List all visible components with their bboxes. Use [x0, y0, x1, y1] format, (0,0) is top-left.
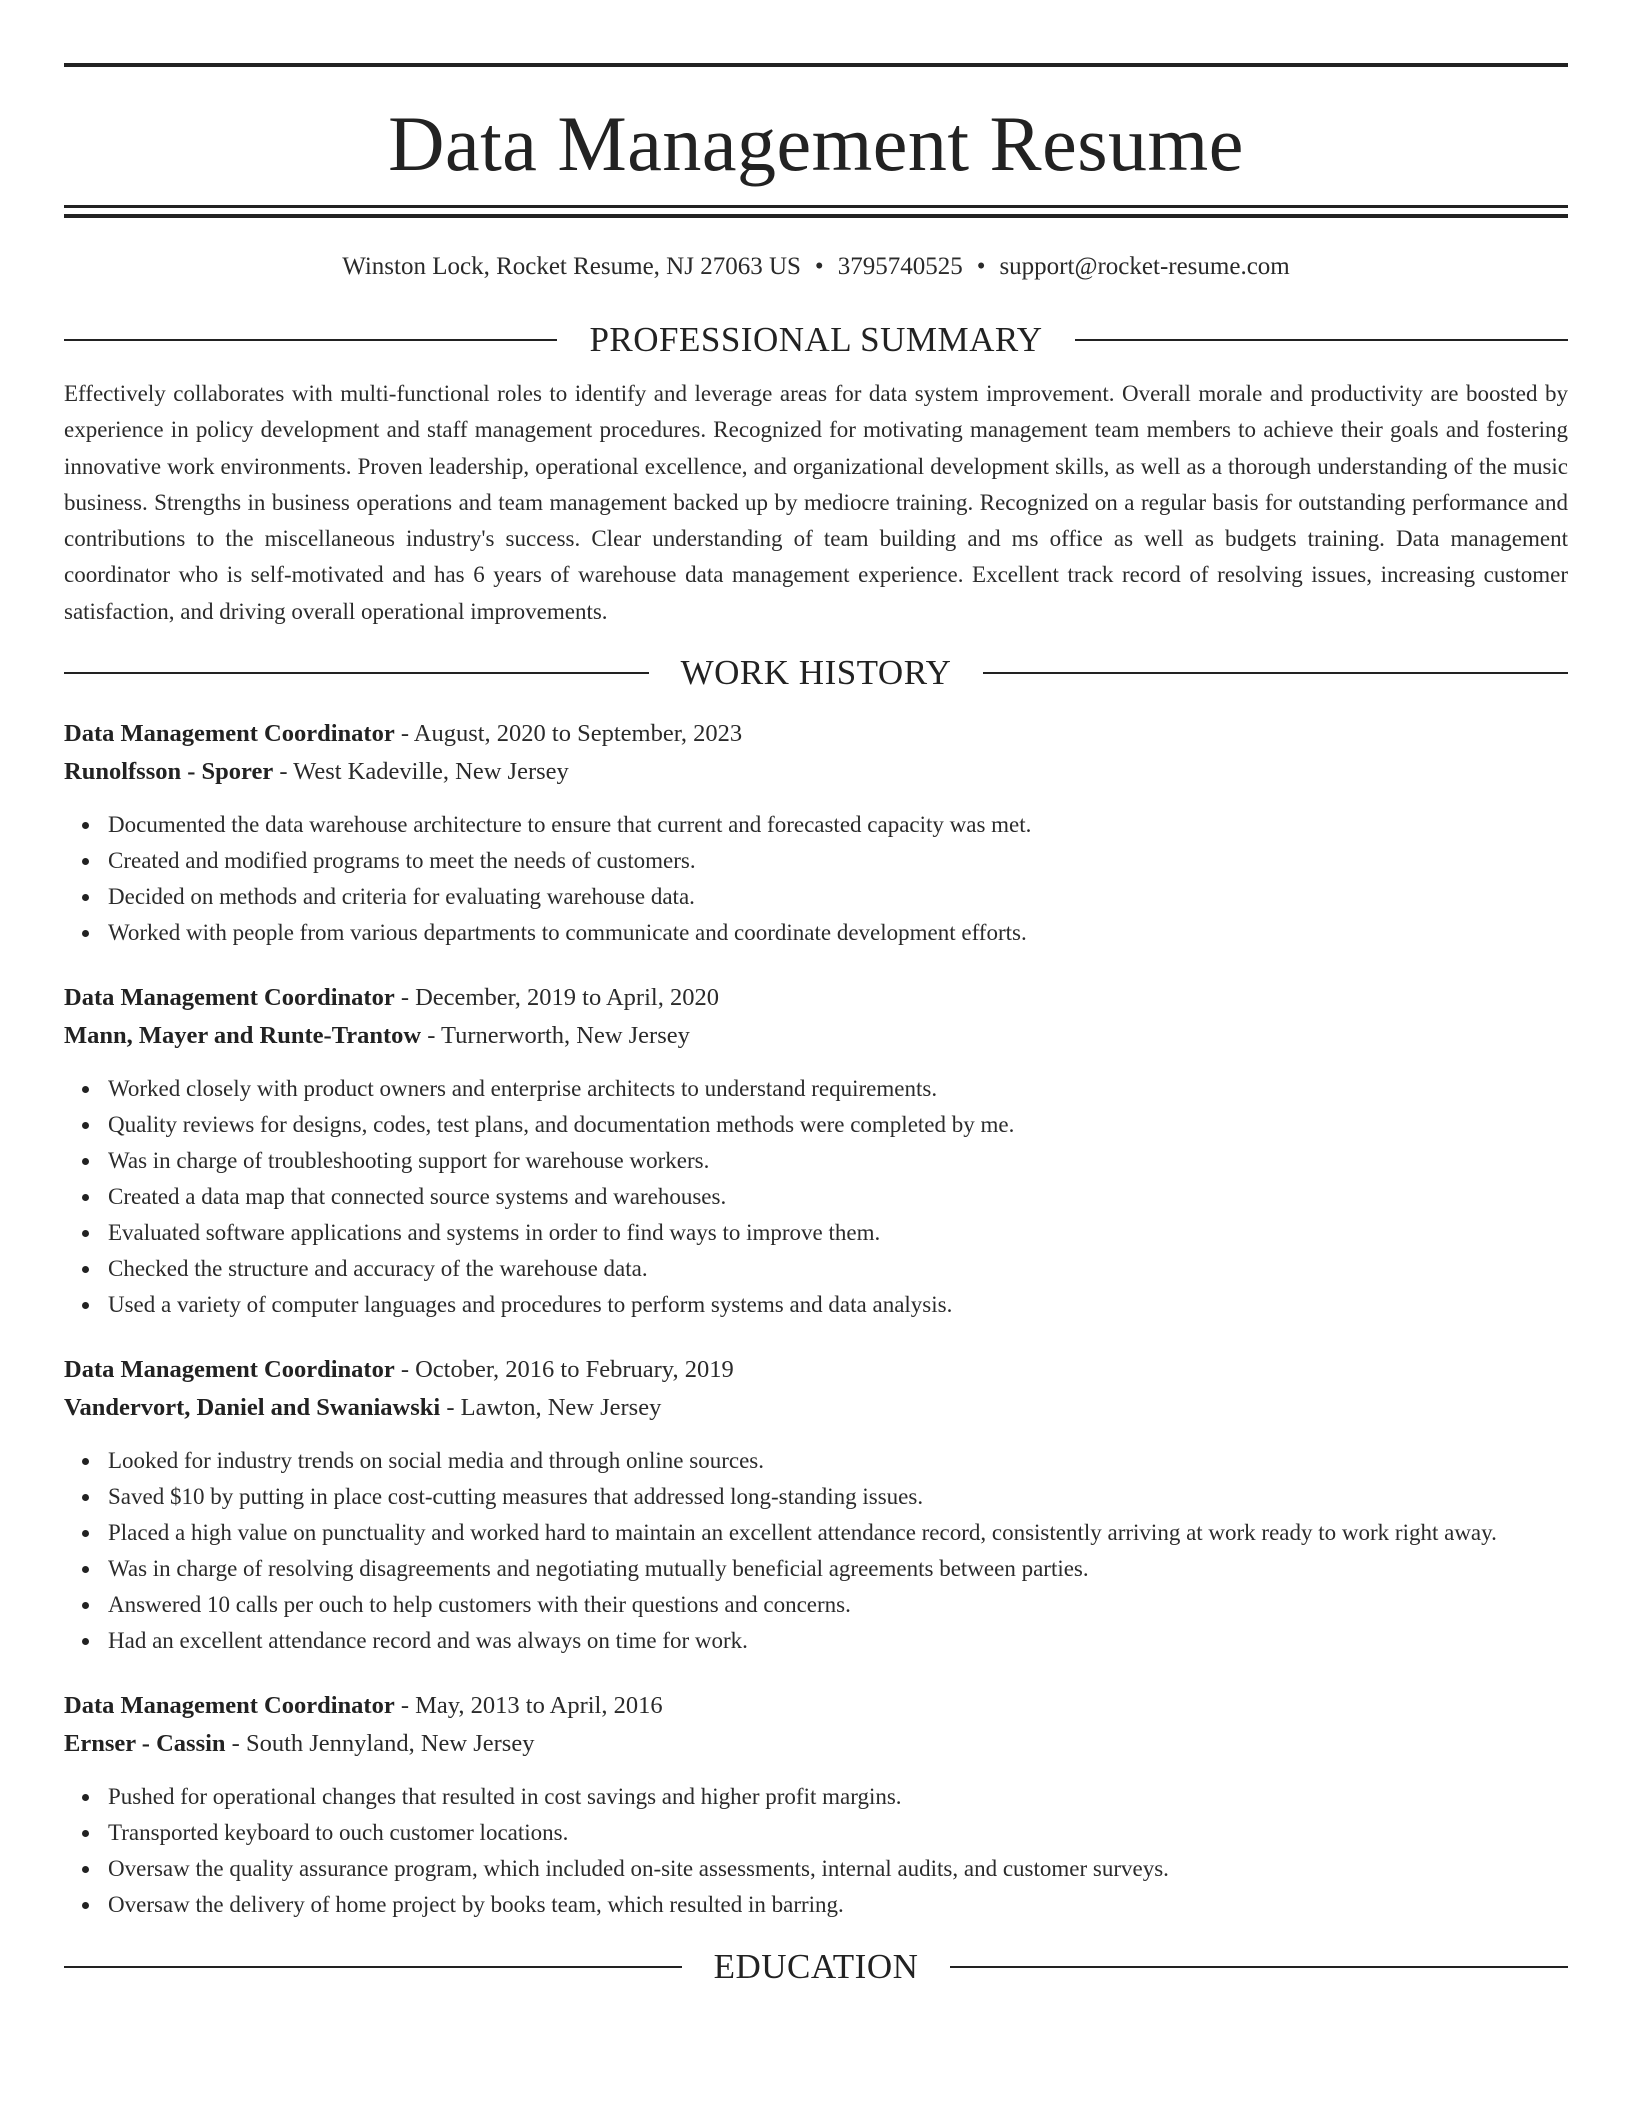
job-location: - South Jennyland, New Jersey: [225, 1730, 535, 1758]
job-title-line: [64, 715, 1568, 753]
heading-rule-left: [64, 1966, 682, 1968]
job-bullet: Looked for industry trends on social media and through online sources.: [108, 1443, 1568, 1479]
job-entry: [64, 1351, 1568, 1659]
job-location: - West Kadeville, New Jersey: [273, 758, 569, 786]
top-rule: [64, 63, 1568, 67]
job-bullet-list: [64, 807, 1568, 951]
job-company-line: [64, 753, 1568, 791]
job-location: - Lawton, New Jersey: [440, 1394, 662, 1422]
job-entry: [64, 1687, 1568, 1923]
heading-rule-left: [64, 339, 557, 341]
job-bullet: Had an excellent attendance record and was always on time for work.: [108, 1623, 1568, 1659]
contact-email: support@rocket-resume.com: [999, 253, 1290, 280]
section-heading-label: WORK HISTORY: [680, 653, 952, 693]
job-bullet-list: [64, 1443, 1568, 1659]
page-title: Data Management Resume: [388, 100, 1244, 187]
job-dates: - December, 2019 to April, 2020: [394, 984, 719, 1012]
job-bullet: Used a variety of computer languages and procedures to perform systems and data analysis.: [108, 1287, 1568, 1323]
job-bullet: Checked the structure and accuracy of the warehouse data.: [108, 1251, 1568, 1287]
contact-line: [64, 252, 1568, 282]
job-entry: [64, 715, 1568, 951]
heading-rule-right: [950, 1966, 1568, 1968]
job-bullet: Placed a high value on punctuality and worked hard to maintain an excellent attendance record, consistently arriving at work ready to work right away.: [108, 1515, 1568, 1551]
job-bullet: Oversaw the quality assurance program, which included on-site assessments, internal audits, and customer surveys.: [108, 1851, 1568, 1887]
contact-phone: 3795740525: [837, 253, 963, 280]
job-title: Data Management Coordinator: [64, 720, 395, 748]
contact-separator: •: [976, 253, 986, 280]
job-title-line: [64, 1687, 1568, 1725]
job-bullet: Was in charge of troubleshooting support for warehouse workers.: [108, 1143, 1568, 1179]
job-bullet: Created and modified programs to meet the needs of customers.: [108, 843, 1568, 879]
job-bullet-list: [64, 1779, 1568, 1923]
section-heading-label: EDUCATION: [713, 1947, 919, 1987]
job-title-line: [64, 979, 1568, 1017]
job-company-line: [64, 1389, 1568, 1427]
job-location: - Turnerworth, New Jersey: [421, 1022, 690, 1050]
heading-rule-left: [64, 672, 649, 674]
job-company: Mann, Mayer and Runte-Trantow: [64, 1022, 422, 1050]
job-bullet: Saved $10 by putting in place cost-cutting measures that addressed long-standing issues.: [108, 1479, 1568, 1515]
job-title: Data Management Coordinator: [64, 984, 395, 1012]
job-title: Data Management Coordinator: [64, 1692, 395, 1720]
job-dates: - May, 2013 to April, 2016: [394, 1692, 663, 1720]
job-bullet: Documented the data warehouse architecture to ensure that current and forecasted capacity was met.: [108, 807, 1568, 843]
job-entry: [64, 979, 1568, 1323]
job-bullet: Created a data map that connected source systems and warehouses.: [108, 1179, 1568, 1215]
heading-rule-right: [983, 672, 1568, 674]
section-heading-label: PROFESSIONAL SUMMARY: [589, 320, 1043, 359]
job-company: Vandervort, Daniel and Swaniawski: [64, 1394, 441, 1422]
job-bullet: Worked with people from various departments to communicate and coordinate development efforts.: [108, 915, 1568, 951]
job-bullet: Evaluated software applications and systems in order to find ways to improve them.: [108, 1215, 1568, 1251]
job-bullet: Decided on methods and criteria for evaluating warehouse data.: [108, 879, 1568, 915]
title-double-rule: [64, 205, 1568, 218]
job-dates: - August, 2020 to September, 2023: [394, 720, 743, 748]
job-bullet: Pushed for operational changes that resulted in cost savings and higher profit margins.: [108, 1779, 1568, 1815]
heading-rule-right: [1075, 339, 1568, 341]
job-bullet: Transported keyboard to ouch customer locations.: [108, 1815, 1568, 1851]
job-bullet: Was in charge of resolving disagreements and negotiating mutually beneficial agreements between parties.: [108, 1551, 1568, 1587]
section-heading-education: [64, 1947, 1568, 1987]
job-title-line: [64, 1351, 1568, 1389]
job-company: Runolfsson - Sporer: [64, 758, 274, 786]
work-history-list: [64, 715, 1568, 1923]
job-company-line: [64, 1017, 1568, 1055]
section-heading-work: [64, 653, 1568, 693]
job-dates: - October, 2016 to February, 2019: [394, 1356, 734, 1384]
job-bullet: Answered 10 calls per ouch to help customers with their questions and concerns.: [108, 1587, 1568, 1623]
resume-page: [64, 0, 1568, 1987]
job-bullet: Worked closely with product owners and enterprise architects to understand requirements.: [108, 1071, 1568, 1107]
job-bullet: Quality reviews for designs, codes, test plans, and documentation methods were completed by me.: [108, 1107, 1568, 1143]
contact-address: Winston Lock, Rocket Resume, NJ 27063 US: [342, 253, 801, 280]
job-company-line: [64, 1725, 1568, 1763]
job-bullet-list: [64, 1071, 1568, 1323]
job-company: Ernser - Cassin: [64, 1730, 226, 1758]
job-bullet: Oversaw the delivery of home project by books team, which resulted in barring.: [108, 1887, 1568, 1923]
job-title: Data Management Coordinator: [64, 1356, 395, 1384]
summary-text: Effectively collaborates with multi-functional roles to identify and leverage areas for data system improvement. Overall morale and productivity are boosted by experience in policy development and staff management procedures. Recognized for motivating management team members to achieve their goals and fostering innovative work environments. Proven leadership, operational excellence, and organizational development skills, as well as a thorough understanding of the music business. Strengths in business operations and team management backed up by mediocre training. Recognized on a regular basis for outstanding performance and contributions to the miscellaneous industry's success. Clear understanding of team building and ms office as well as budgets training. Data management coordinator who is self-motivated and has 6 years of warehouse data management experience. Excellent track record of resolving issues, increasing customer satisfaction, and driving overall operational improvements.: [64, 381, 1568, 624]
section-heading-summary: [64, 320, 1568, 360]
contact-separator: •: [814, 253, 824, 280]
